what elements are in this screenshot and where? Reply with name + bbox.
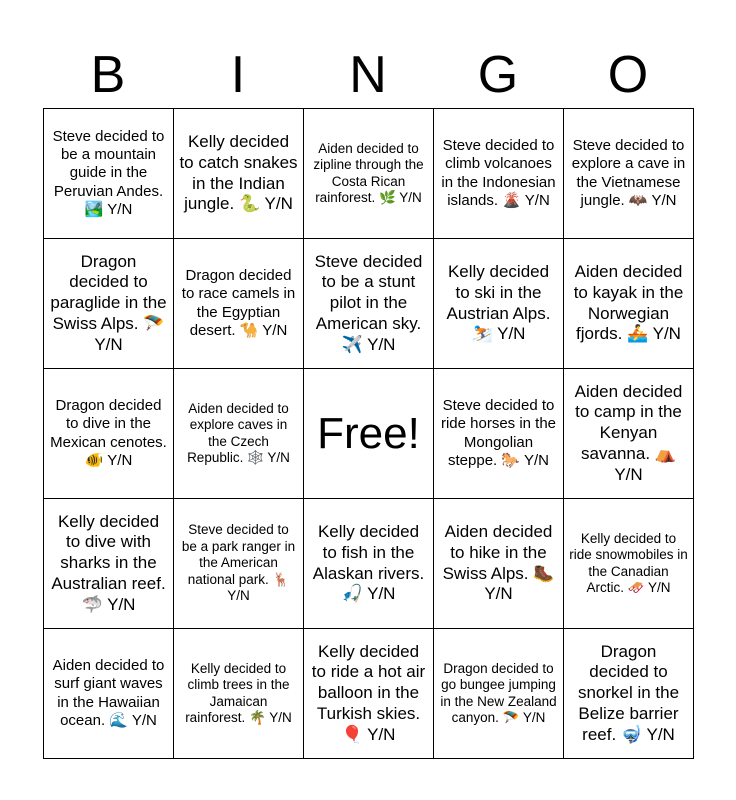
bingo-cell[interactable]: Kelly decided to fish in the Alaskan rivers. 🎣 Y/N — [304, 499, 434, 629]
bingo-cell[interactable]: Aiden decided to kayak in the Norwegian fjords. 🚣 Y/N — [564, 239, 694, 369]
bingo-cell[interactable]: Aiden decided to camp in the Kenyan savanna. ⛺ Y/N — [564, 369, 694, 499]
bingo-cell[interactable]: Kelly decided to ski in the Austrian Alps. ⛷️ Y/N — [434, 239, 564, 369]
header-letter-g: G — [477, 46, 519, 104]
bingo-cell[interactable]: Kelly decided to climb trees in the Jamaican rainforest. 🌴 Y/N — [174, 629, 304, 759]
header-letter-n: N — [349, 46, 387, 104]
bingo-cell[interactable]: Steve decided to be a park ranger in the American national park. 🦌 Y/N — [174, 499, 304, 629]
bingo-cell[interactable]: Dragon decided to paraglide in the Swiss Alps. 🪂 Y/N — [44, 239, 174, 369]
bingo-cell[interactable]: Steve decided to climb volcanoes in the Indonesian islands. 🌋 Y/N — [434, 109, 564, 239]
bingo-cell[interactable]: Kelly decided to ride a hot air balloon in the Turkish skies. 🎈 Y/N — [304, 629, 434, 759]
bingo-cell[interactable]: Aiden decided to zipline through the Costa Rican rainforest. 🌿 Y/N — [304, 109, 434, 239]
bingo-cell[interactable]: Dragon decided to snorkel in the Belize barrier reef. 🤿 Y/N — [564, 629, 694, 759]
bingo-cell[interactable]: Aiden decided to surf giant waves in the Hawaiian ocean. 🌊 Y/N — [44, 629, 174, 759]
bingo-cell[interactable]: Aiden decided to explore caves in the Czech Republic. 🕸️ Y/N — [174, 369, 304, 499]
bingo-cell[interactable]: Kelly decided to ride snowmobiles in the Canadian Arctic. 🛷 Y/N — [564, 499, 694, 629]
bingo-cell[interactable]: Steve decided to explore a cave in the Vietnamese jungle. 🦇 Y/N — [564, 109, 694, 239]
bingo-cell[interactable]: Steve decided to be a mountain guide in the Peruvian Andes. 🏞️ Y/N — [44, 109, 174, 239]
bingo-cell[interactable]: Steve decided to be a stunt pilot in the American sky. ✈️ Y/N — [304, 239, 434, 369]
header-letter-b: B — [90, 46, 126, 104]
board-row — [44, 239, 694, 369]
bingo-header — [43, 42, 693, 108]
header-letter-o: O — [607, 46, 649, 104]
bingo-cell[interactable]: Dragon decided to race camels in the Egyptian desert. 🐪 Y/N — [174, 239, 304, 369]
bingo-cell[interactable]: Steve decided to ride horses in the Mongolian steppe. 🐎 Y/N — [434, 369, 564, 499]
board-row — [44, 109, 694, 239]
bingo-cell[interactable]: Dragon decided to dive in the Mexican cenotes. 🐠 Y/N — [44, 369, 174, 499]
board-row — [44, 369, 694, 499]
bingo-board — [43, 108, 694, 759]
bingo-cell[interactable]: Dragon decided to go bungee jumping in the New Zealand canyon. 🪂 Y/N — [434, 629, 564, 759]
board-row — [44, 499, 694, 629]
bingo-cell[interactable]: Kelly decided to catch snakes in the Indian jungle. 🐍 Y/N — [174, 109, 304, 239]
free-space-cell[interactable]: Free! — [304, 369, 434, 499]
board-row — [44, 629, 694, 759]
bingo-cell[interactable]: Aiden decided to hike in the Swiss Alps. 🥾 Y/N — [434, 499, 564, 629]
bingo-cell[interactable]: Kelly decided to dive with sharks in the Australian reef. 🦈 Y/N — [44, 499, 174, 629]
header-letter-i: I — [230, 46, 246, 104]
